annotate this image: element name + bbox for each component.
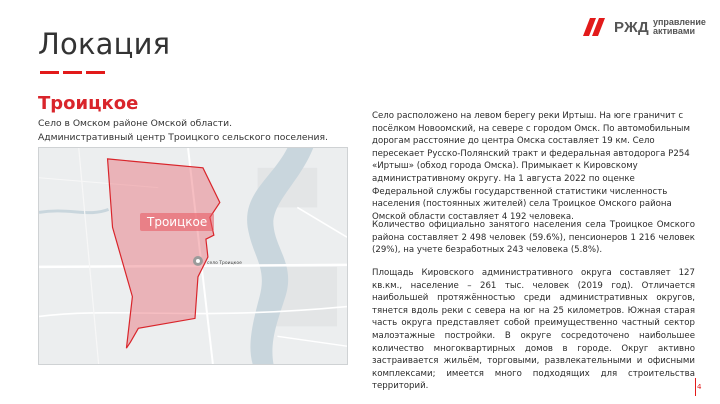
title-dash [40, 71, 59, 74]
logo-text: РЖД [614, 18, 649, 36]
title-dash [63, 71, 82, 74]
map-canvas [39, 148, 347, 364]
page-number-divider [695, 378, 696, 396]
description-paragraph: Количество официально занятого населения села Троицкое Омского района составляет 2 498 человек (59.6%), пенсионеров 1 216 человек (29%), на учете безработных 243 человека (5.8%). [372, 220, 695, 256]
company-logo [575, 18, 706, 36]
map-pin-label: село Троицкое [207, 261, 242, 266]
location-name: Троицкое [38, 93, 139, 114]
description-paragraph: Село расположено на левом берегу реки Иртыш. На юге граничит с посёлком Новоомский, на севере с городом Омск. По автомобильным дорогам расстояние до центра Омска составляет 19 км. Село пересекает Русско-Полянский тракт и федеральная автодорога Р254 «Иртыш» (обход города Омска). Примыкает к Кировскому административному округу. На 1 августа 2022 по оценке Федеральной службы государственной статистики численность населения (постоянных жителей) села Троицкое Омского района Омской области составляет 4 192 человека. [372, 111, 690, 222]
location-map [38, 147, 348, 365]
map-area-label: Троицкое [140, 213, 214, 231]
intro-line: Административный центр Троицкого сельского поселения. [38, 131, 328, 143]
title-underline [40, 71, 105, 74]
page-title: Локация [38, 27, 171, 61]
intro-line: Село в Омском районе Омской области. [38, 118, 233, 129]
logo-subtitle-line: активами [652, 26, 696, 36]
location-intro [38, 117, 328, 144]
description-paragraph: Площадь Кировского административного округа составляет 127 кв.км., население – 261 тыс. человек (2019 год). Отличается наибольшей протяжённостью среди административных округов, тянется вдоль реки с севера на юг на 25 километров. Южная старая часть округа представляет собой преимущественно частный сектор малоэтажные постройки. В округе сосредоточено наибольшее количество многоквартирных домов в городе. Округ активно застраивается жильём, торговыми, развлекательными и офисными комплексами; имеется много подходящих для строительства территорий. [372, 268, 695, 392]
title-dash [86, 71, 105, 74]
logo-subtitle-line: управление [652, 17, 706, 27]
rzd-logo-icon [575, 18, 611, 36]
page-number: 4 [697, 383, 702, 391]
logo-subtitle [653, 18, 706, 36]
